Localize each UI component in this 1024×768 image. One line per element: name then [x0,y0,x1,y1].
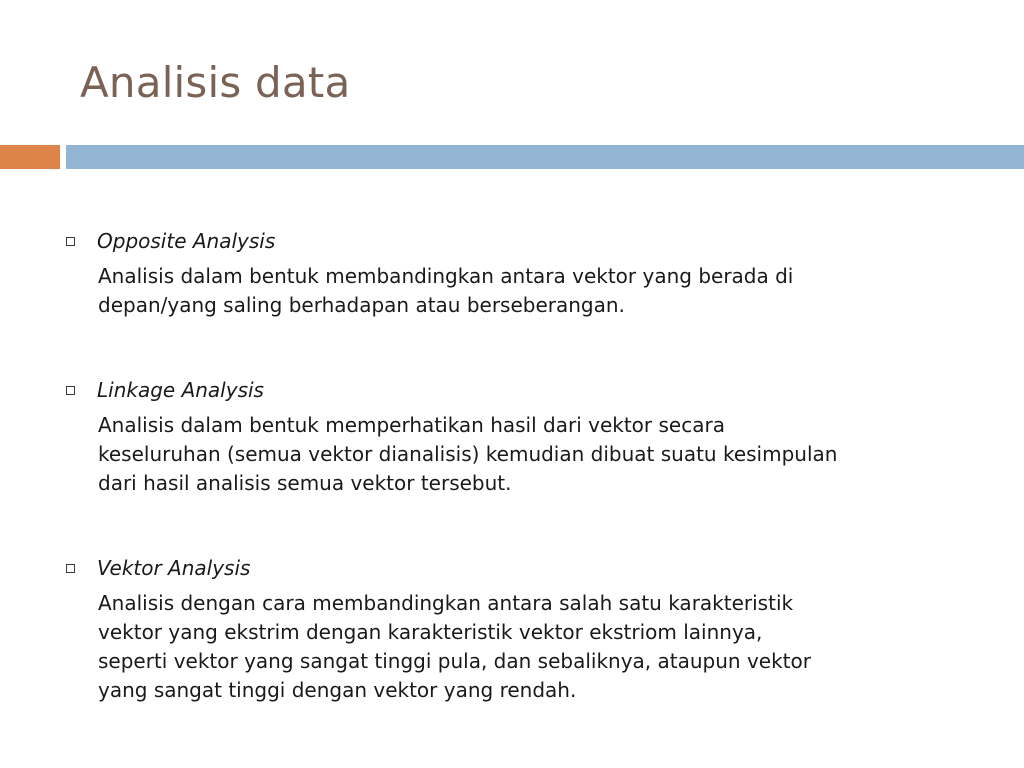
description-line: Analisis dengan cara membandingkan antara salah satu karakteristik [98,591,794,615]
slide-title: Analisis data [80,58,351,107]
list-item [64,553,964,705]
square-bullet-icon [66,386,75,395]
accent-bar-blue [66,145,1024,169]
item-description [98,589,958,705]
item-title: Linkage Analysis [97,378,264,402]
accent-bar-orange [0,145,60,169]
item-title: Opposite Analysis [97,229,276,253]
item-description [98,411,958,498]
list-item [64,375,964,498]
slide-content [64,226,964,760]
description-line: dari hasil analisis semua vektor tersebut. [98,471,512,495]
square-bullet-icon [66,237,75,246]
list-item-header [64,553,964,583]
description-line: Analisis dalam bentuk membandingkan antara vektor yang berada di [98,264,794,288]
description-line: yang sangat tinggi dengan vektor yang rendah. [98,678,577,702]
description-line: Analisis dalam bentuk memperhatikan hasil dari vektor secara [98,413,725,437]
item-title: Vektor Analysis [97,556,251,580]
square-bullet-icon [66,564,75,573]
item-description [98,262,958,320]
description-line: seperti vektor yang sangat tinggi pula, dan sebaliknya, ataupun vektor [98,649,811,673]
list-item [64,226,964,320]
description-line: keseluruhan (semua vektor dianalisis) kemudian dibuat suatu kesimpulan [98,442,838,466]
list-item-header [64,226,964,256]
description-line: depan/yang saling berhadapan atau berseberangan. [98,293,625,317]
list-item-header [64,375,964,405]
description-line: vektor yang ekstrim dengan karakteristik vektor ekstriom lainnya, [98,620,763,644]
